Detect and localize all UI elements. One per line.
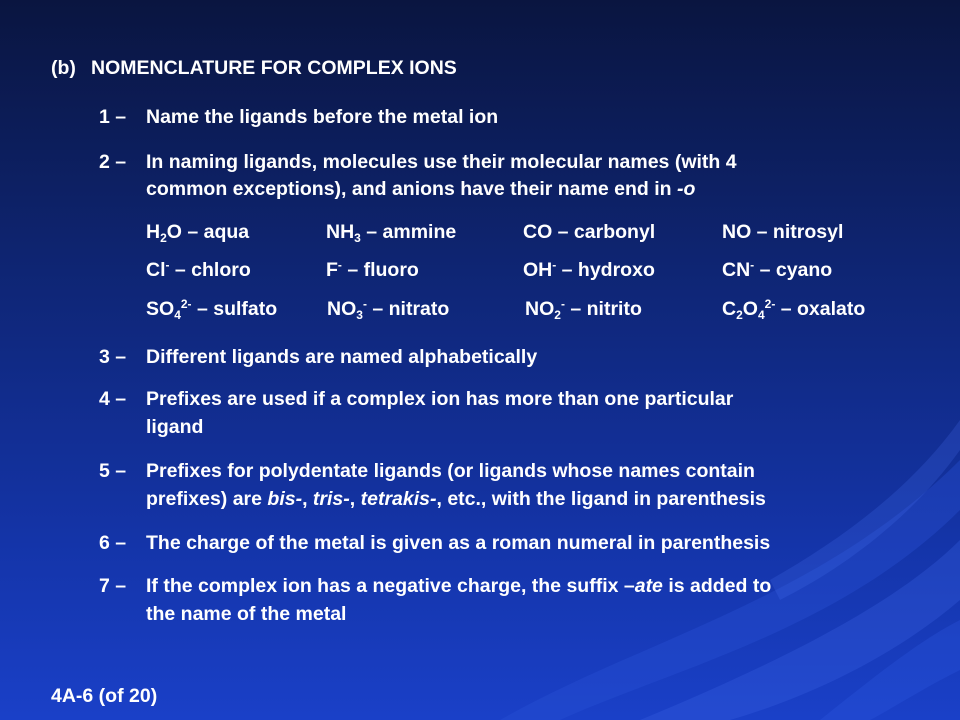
rule-1-number: 1 – — [99, 106, 127, 128]
rule-5-text-line1: Prefixes for polydentate ligands (or ligands whose names contain — [146, 460, 755, 482]
rule-5-text-line2: prefixes) are bis-, tris-, tetrakis-, etc., with the ligand in parenthesis — [146, 488, 766, 510]
ligand-h2o: $H_2O$ – aqua — [146, 221, 250, 245]
ligand-oh: OH- – hydroxo — [523, 258, 655, 281]
slide-number: 4A-6 (of 20) — [51, 685, 158, 707]
slide-heading: NOMENCLATURE FOR COMPLEX IONS — [91, 57, 457, 79]
rule-2-text-line2: common exceptions), and anions have their name end in -o — [146, 178, 696, 200]
ligand-nh3: $NH_3$ – ammine — [326, 221, 457, 245]
ligand-no: NO – nitrosyl — [722, 221, 844, 243]
rule-1-text: Name the ligands before the metal ion — [146, 106, 499, 128]
section-label: (b) — [51, 57, 76, 79]
ligand-so4: $SO_4^{2-}$ – sulfato — [146, 297, 278, 322]
rule-2-text-line1: In naming ligands, molecules use their molecular names (with 4 — [146, 151, 737, 173]
ligand-f: F- – fluoro — [326, 258, 419, 281]
ligand-no3: $NO_3^-$ – nitrato — [327, 297, 450, 322]
ligand-cn: CN- – cyano — [722, 258, 833, 281]
rule-4-number: 4 – — [99, 388, 127, 410]
rule-4-text-line2: ligand — [146, 416, 204, 438]
rule-6-number: 6 – — [99, 532, 127, 554]
ligand-cl: Cl- – chloro — [146, 258, 251, 281]
rule-7-text-line2: the name of the metal — [146, 603, 347, 625]
rule-2-number: 2 – — [99, 151, 127, 173]
rule-3-text: Different ligands are named alphabetically — [146, 346, 538, 368]
ligand-c2o4: $C_2O_4^{2-}$ – oxalato — [722, 297, 866, 322]
ligand-co: CO – carbonyl — [523, 221, 656, 243]
rule-3-number: 3 – — [99, 346, 127, 368]
rule-4-text-line1: Prefixes are used if a complex ion has more than one particular — [146, 388, 734, 410]
rule-7-number: 7 – — [99, 575, 127, 597]
rule-6-text: The charge of the metal is given as a roman numeral in parenthesis — [146, 532, 771, 554]
rule-7-text-line1: If the complex ion has a negative charge, the suffix –ate is added to — [146, 575, 772, 597]
ligand-no2: $NO_2^-$ – nitrito — [525, 297, 642, 322]
rule-5-number: 5 – — [99, 460, 127, 482]
